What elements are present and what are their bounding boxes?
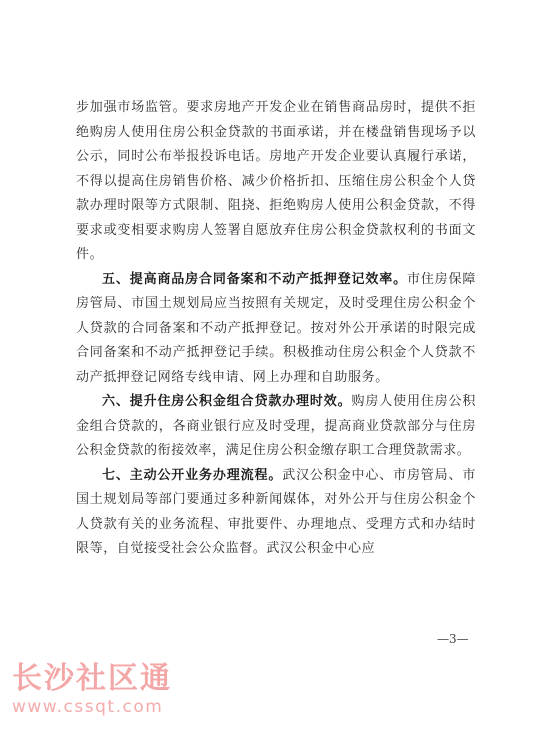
watermark [12,662,252,718]
paragraph-section-6 [76,390,476,464]
watermark-title: 长沙社区通 [12,661,172,696]
section-6-heading: 六、提升住房公积金组合贷款办理时效。 [102,394,352,409]
paragraph-text: 步加强市场监管。要求房地产开发企业在销售商品房时，提供不拒绝购房人使用住房公积金贷款的书面承诺，并在楼盘销售现场予以公示，同时公布举报投诉电话。房地产开发企业要认真履行承诺，不得以提高住房销售价格、减少价格折扣、压缩住房公积金个人贷款办理时限等方式限制、阻挠、拒绝购房人使用公积金贷款，不得要求或变相要求购房人签署自愿放弃住房公积金贷款权利的书面文件。 [76,100,476,262]
paragraph-continued [76,96,476,268]
section-7-heading: 七、主动公开业务办理流程。 [102,467,283,483]
document-body [76,96,476,562]
section-6-text: 购房人使用住房公积金组合贷款的，各商业银行应及时受理，提高商业贷款部分与住房公积金贷款的衔接效率，满足住房公积金缴存职工合理贷款需求。 [76,394,476,458]
page-number: —3— [437,632,469,646]
section-5-text: 市住房保障房管局、市国土规划局应当按照有关规定，及时受理住房公积金个人贷款的合同备案和不动产抵押登记。按对外公开承诺的时限完成合同备案和不动产抵押登记手续。积极推动住房公积金个人贷款不动产抵押登记网络专线申请、网上办理和自助服务。 [76,271,476,385]
section-7-text: 武汉公积金中心、市房管局、市国土规划局等部门要通过多种新闻媒体，对外公开与住房公积金个人贷款有关的业务流程、审批要件、办理地点、受理方式和办结时限等，自觉接受社会公众监督。武汉公积金中心应 [76,467,476,556]
paragraph-section-5 [76,268,476,391]
section-5-heading: 五、提高商品房合同备案和不动产抵押登记效率。 [102,271,407,287]
paragraph-section-7 [76,464,476,562]
watermark-url: www.cssqt.com [12,697,164,717]
